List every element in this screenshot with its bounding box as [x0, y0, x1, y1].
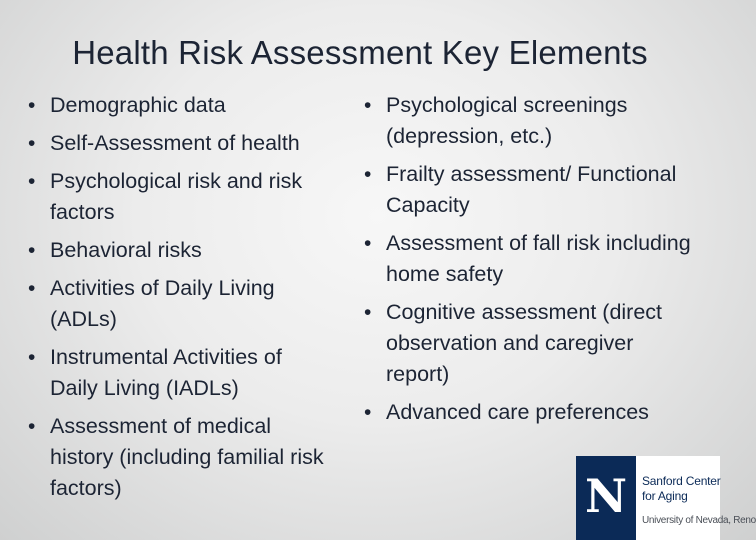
list-item-text: Behavioral risks [50, 238, 202, 262]
list-item [28, 235, 333, 266]
logo-letter: N [584, 469, 628, 523]
slide-title: Health Risk Assessment Key Elements [72, 34, 648, 71]
list-item-text: Activities of Daily Living (ADLs) [50, 276, 275, 331]
list-item-text: Self-Assessment of health [50, 131, 300, 155]
bullet-icon: • [28, 415, 36, 438]
sanford-center-logo [576, 456, 756, 540]
list-item [28, 411, 333, 504]
list-item [28, 166, 333, 228]
list-item-text: Advanced care preferences [386, 400, 649, 424]
logo-text-line-1: Sanford Center [642, 474, 721, 488]
bullet-icon: • [364, 163, 372, 186]
list-item [364, 228, 699, 290]
bullet-icon: • [28, 170, 36, 193]
list-item-text: Assessment of fall risk including home safety [386, 231, 691, 286]
list-item-text: Psychological risk and risk factors [50, 169, 303, 224]
list-item [28, 273, 333, 335]
list-item [364, 159, 699, 221]
list-item [28, 128, 333, 159]
bullet-icon: • [364, 401, 372, 424]
bullet-icon: • [364, 232, 372, 255]
bullet-icon: • [28, 239, 36, 262]
list-item-text: Cognitive assessment (direct observation and caregiver report) [386, 300, 663, 386]
logo-text-line-2: for Aging [642, 489, 688, 503]
bullet-icon: • [28, 94, 36, 117]
logo-text-line-3: University of Nevada, Reno [642, 515, 756, 526]
left-bullet-list [28, 90, 333, 511]
list-item [364, 397, 699, 428]
list-item-text: Assessment of medical history (including familial risk factors) [50, 414, 324, 500]
bullet-icon: • [28, 132, 36, 155]
list-item-text: Psychological screenings (depression, etc.) [386, 93, 628, 148]
list-item-text: Instrumental Activities of Daily Living (IADLs) [50, 345, 282, 400]
bullet-icon: • [364, 94, 372, 117]
university-n-icon [576, 456, 636, 540]
bullet-icon: • [28, 346, 36, 369]
bullet-icon: • [28, 277, 36, 300]
bullet-icon: • [364, 301, 372, 324]
right-bullet-list [364, 90, 699, 435]
list-item [28, 90, 333, 121]
list-item-text: Demographic data [50, 93, 226, 117]
list-item [364, 90, 699, 152]
list-item [28, 342, 333, 404]
list-item [364, 297, 699, 390]
list-item-text: Frailty assessment/ Functional Capacity [386, 162, 677, 217]
